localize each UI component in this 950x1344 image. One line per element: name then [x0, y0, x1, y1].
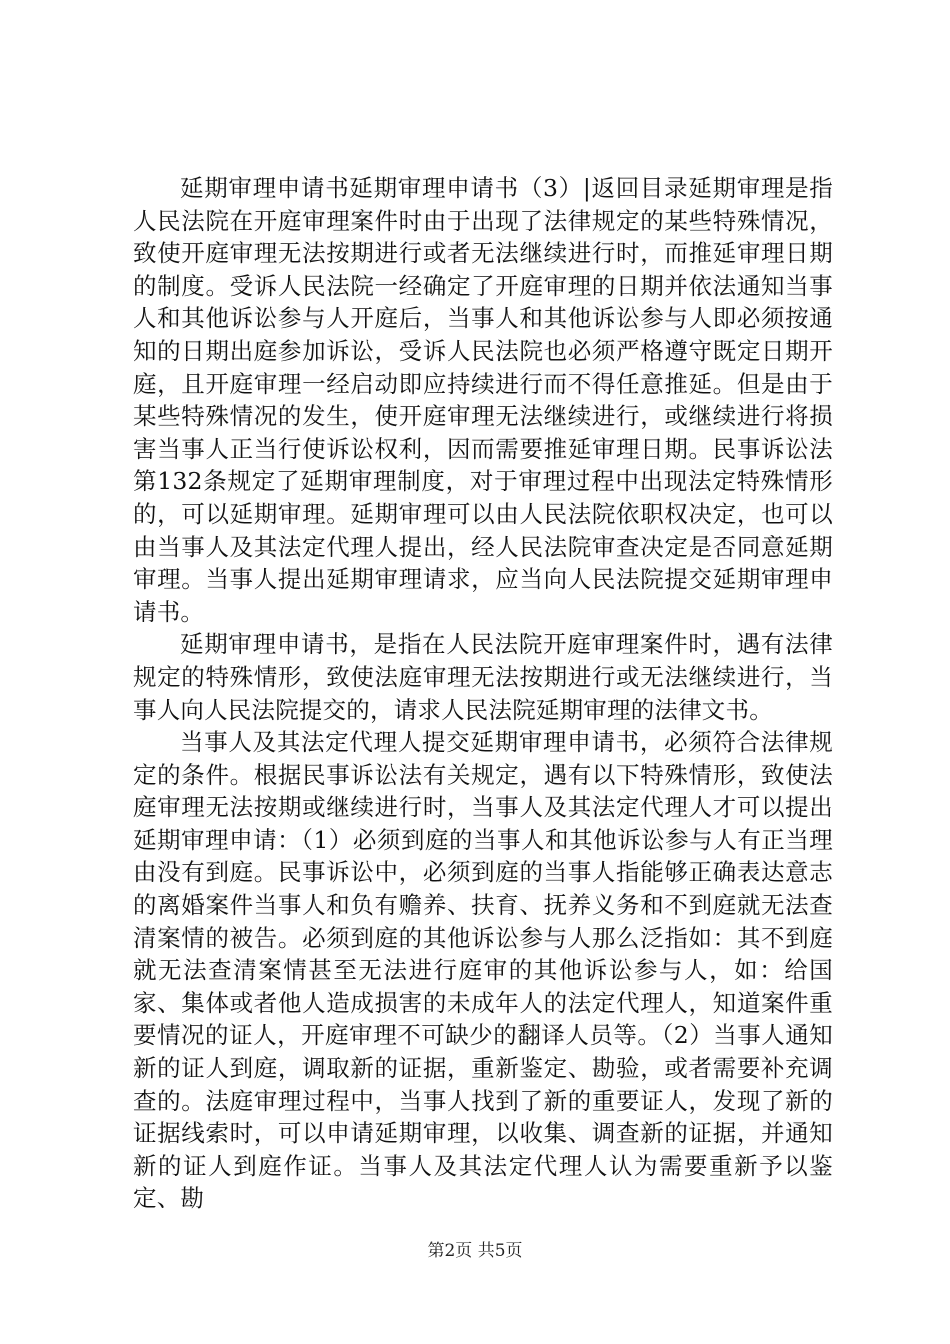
page-number-footer: 第2页 共5页 [427, 1241, 523, 1261]
paragraph-2: 延期审理申请书，是指在人民法院开庭审理案件时，遇有法律规定的特殊情形，致使法庭审理无法按期进行或无法继续进行，当事人向人民法院提交的，请求人民法院延期审理的法律文书。 [133, 630, 833, 724]
paragraph-3: 当事人及其法定代理人提交延期审理申请书，必须符合法律规定的条件。根据民事诉讼法有关规定，遇有以下特殊情形，致使法庭审理无法按期或继续进行时，当事人及其法定代理人才可以提出延期审理申请：（1）必须到庭的当事人和其他诉讼参与人有正当理由没有到庭。民事诉讼中，必须到庭的当事人指能够正确表达意志的离婚案件当事人和负有赡养、扶育、抚养义务和不到庭就无法查清案情的被告。必须到庭的其他诉讼参与人那么泛指如：其不到庭就无法查清案情甚至无法进行庭审的其他诉讼参与人，如：给国家、集体或者他人造成损害的未成年人的法定代理人，知道案件重要情况的证人，开庭审理不可缺少的翻译人员等。（2）当事人通知新的证人到庭，调取新的证据，重新鉴定、勘验，或者需要补充调查的。法庭审理过程中，当事人找到了新的重要证人，发现了新的证据线索时，可以申请延期审理，以收集、调查新的证据，并通知新的证人到庭作证。当事人及其法定代理人认为需要重新予以鉴定、勘 [133, 728, 833, 1213]
paragraph-1: 延期审理申请书延期审理申请书（3）|返回目录延期审理是指人民法院在开庭审理案件时由于出现了法律规定的某些特殊情况，致使开庭审理无法按期进行或者无法继续进行时，而推延审理日期的制度。受诉人民法院一经确定了开庭审理的日期并依法通知当事人和其他诉讼参与人开庭后，当事人和其他诉讼参与人即必须按通知的日期出庭参加诉讼，受诉人民法院也必须严格遵守既定日期开庭，且开庭审理一经启动即应持续进行而不得任意推延。但是由于某些特殊情况的发生，使开庭审理无法继续进行，或继续进行将损害当事人正当行使诉讼权利，因而需要推延审理日期。民事诉讼法第132条规定了延期审理制度，对于审理过程中出现法定特殊情形的，可以延期审理。延期审理可以由人民法院依职权决定，也可以由当事人及其法定代理人提出，经人民法院审查决定是否同意延期审理。当事人提出延期审理请求，应当向人民法院提交延期审理申请书。 [133, 174, 833, 626]
document-body [133, 172, 833, 1215]
